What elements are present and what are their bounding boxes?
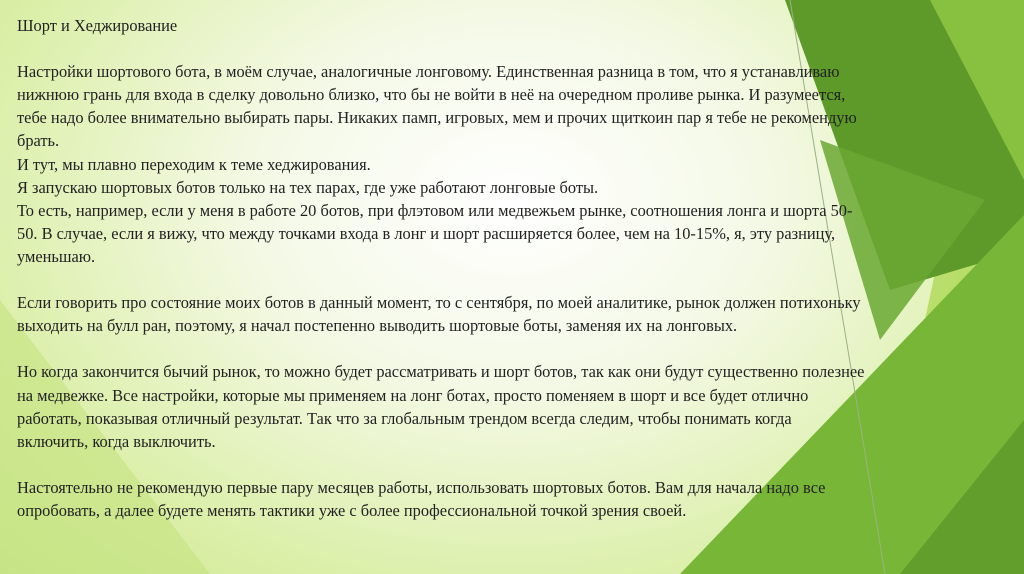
paragraph-short-bots-launch: Я запускаю шортовых ботов только на тех парах, где уже работают лонговые боты. (17, 177, 599, 197)
paragraph-gap (17, 37, 867, 60)
paragraph-ratio-example: То есть, например, если у меня в работе 20 ботов, при флэтовом или медвежьем рынке, соотношения лонга и шорта 50-50. В случае, если я вижу, что между точками входа в лонг и шорт расширяется более, чем на 10-15%, я, эту разницу, уменьшаю. (17, 200, 853, 266)
paragraph-recommendation: Настоятельно не рекомендую первые пару месяцев работы, использовать шортовых ботов. Вам для начала надо все опробовать, а далее будете менять тактики уже с более профессиональной точкой зрения своей. (17, 477, 826, 520)
paragraph-gap (17, 453, 867, 476)
paragraph-bull-market-end: Но когда закончится бычий рынок, то можно будет рассматривать и шорт ботов, так как они будут существенно полезнее на медвежке. Все настройки, которые мы применяем на лонг ботах, просто поменяем в шорт и все будет отлично работать, показывая отличный результат. Так что за глобальным трендом всегда следим, чтобы понимать когда включить, когда выключить. (17, 362, 865, 451)
paragraph-short-settings: Настройки шортового бота, в моём случае, аналогичные лонговому. Единственная разница в том, что я устанавливаю нижнюю грань для входа в сделку довольно близко, что бы не войти в неё на очередном проливе рынка. И разумеется, тебе надо более внимательно выбирать пары. Никаких памп, игровых, мем и прочих щиткоин пар я тебе не рекомендую брать. (17, 62, 857, 151)
paragraph-gap (17, 268, 867, 291)
slide-text-body (17, 14, 867, 522)
paragraph-hedging-intro: И тут, мы плавно переходим к теме хеджирования. (17, 154, 371, 174)
slide-title: Шорт и Хеджирование (17, 16, 178, 35)
paragraph-gap (17, 337, 867, 360)
paragraph-current-state: Если говорить про состояние моих ботов в данный момент, то с сентября, по моей аналитике, рынок должен потихоньку выходить на булл ран, поэтому, я начал постепенно выводить шортовые боты, заменяя их на лонговых. (17, 293, 861, 336)
